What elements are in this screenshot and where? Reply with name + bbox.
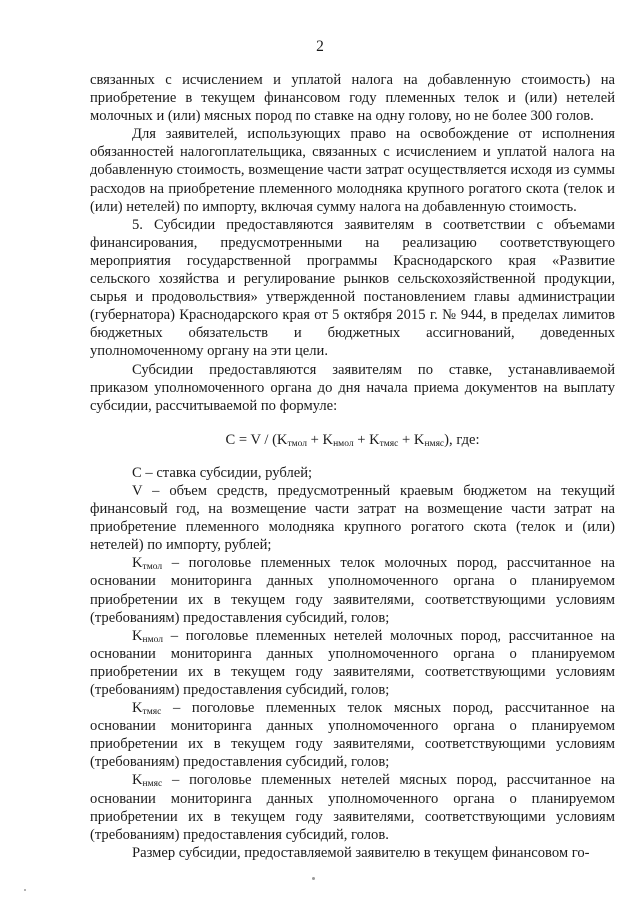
subsidy-rate-formula — [90, 431, 615, 449]
scan-speck — [312, 877, 315, 880]
scan-speck — [24, 889, 26, 891]
paragraph-continuation: связанных с исчислением и уплатой налога на добавленную стоимость) на приобретение в текущем финансовом году племенных телок и (или) нетелей молочных и (или) мясных пород по ставке на одну голову, но не более 300 голов. — [90, 72, 615, 125]
paragraph-vat-exemption: Для заявителей, использующих право на освобождение от исполнения обязанностей налогоплательщика, связанных с исчислением и уплатой налога на добавленную стоимость, возмещение части затрат осуществляется исходя из суммы расходов на приобретение племенного молодняка крупного рогатого скота (телок и (или) нетелей) по импорту, включая сумму налога на добавленную стоимость. — [90, 126, 615, 215]
formula-plus-3: + K — [398, 431, 425, 448]
formula-sub-nmyas: нмяс — [424, 438, 445, 449]
def-k-letter: K — [132, 627, 143, 644]
page-number: 2 — [316, 38, 324, 55]
definition-k-tmyas — [90, 699, 615, 771]
def-k-sub-tmyas: тмяс — [142, 707, 162, 718]
def-k-letter: K — [132, 700, 143, 717]
formula-lhs: C = V / (K — [225, 431, 288, 448]
formula-sub-tmyas: тмяс — [379, 438, 399, 449]
document-body — [90, 71, 615, 862]
paragraph-rate-formula-intro: Субсидии предоставляются заявителям по ставке, устанавливаемой приказом уполномоченного органа до дня начала приема документов на выплату субсидии, рассчитываемой по формуле: — [90, 361, 615, 414]
def-k-nmyas-text: – поголовье племенных нетелей мясных пород, рассчитанное на основании мониторинга данных уполномоченного органа о планируемом приобретении их в текущем году заявителями, соответствующими условиям (требованиям) предоставления субсидий, голов. — [90, 772, 615, 843]
def-k-letter: K — [132, 555, 143, 572]
formula-sub-tmol: тмол — [287, 438, 308, 449]
definition-c: С – ставка субсидии, рублей; — [132, 464, 313, 481]
def-k-nmol-text: – поголовье племенных нетелей молочных пород, рассчитанное на основании мониторинга данных уполномоченного органа о планируемом приобретении их в текущем году заявителями, соответствующими условиям (требованиям) предоставления субсидий, голов; — [90, 627, 615, 698]
formula-plus-2: + K — [353, 431, 380, 448]
def-k-sub-tmol: тмол — [142, 562, 163, 573]
def-k-tmol-text: – поголовье племенных телок молочных пород, рассчитанное на основании мониторинга данных уполномоченного органа о планируемом приобретении их в текущем году заявителями, соответствующими условиям (требованиям) предоставления субсидий, голов; — [90, 555, 615, 626]
def-k-sub-nmyas: нмяс — [142, 779, 163, 790]
paragraph-subsidy-size: Размер субсидии, предоставляемой заявителю в текущем финансовом го- — [132, 844, 590, 861]
definition-k-nmyas — [90, 771, 615, 843]
formula-plus-1: + K — [307, 431, 334, 448]
formula-tail: ), где: — [444, 431, 480, 448]
paragraph-item-5: 5. Субсидии предоставляются заявителям в соответствии с объемами финансирования, предусмотренными на реализацию соответствующего мероприятия государственной программы Краснодарского края «Развитие сельского хозяйства и регулирование рынков сельскохозяйственной продукции, сырья и продовольствия» утвержденной постановлением главы администрации (губернатора) Краснодарского края от 5 октября 2015 г. № 944, в пределах лимитов бюджетных обязательств и бюджетных ассигнований, доведенных уполномоченному органу на эти цели. — [90, 216, 615, 360]
def-k-sub-nmol: нмол — [142, 634, 164, 645]
formula-sub-nmol: нмол — [333, 438, 354, 449]
def-k-letter: K — [132, 772, 143, 789]
definition-k-nmol — [90, 627, 615, 699]
definition-v: V – объем средств, предусмотренный краевым бюджетом на текущий финансовый год, на возмещение части затрат на возмещение части затрат на приобретение племенного молодняка крупного рогатого скота (телок и (или) нетелей) по импорту, рублей; — [90, 482, 615, 554]
definition-k-tmol — [90, 554, 615, 626]
def-k-tmyas-text: – поголовье племенных телок мясных пород, рассчитанное на основании мониторинга данных уполномоченного органа о планируемом приобретении их в текущем году заявителями, соответствующими условиям (требованиям) предоставления субсидий, голов; — [90, 700, 615, 771]
